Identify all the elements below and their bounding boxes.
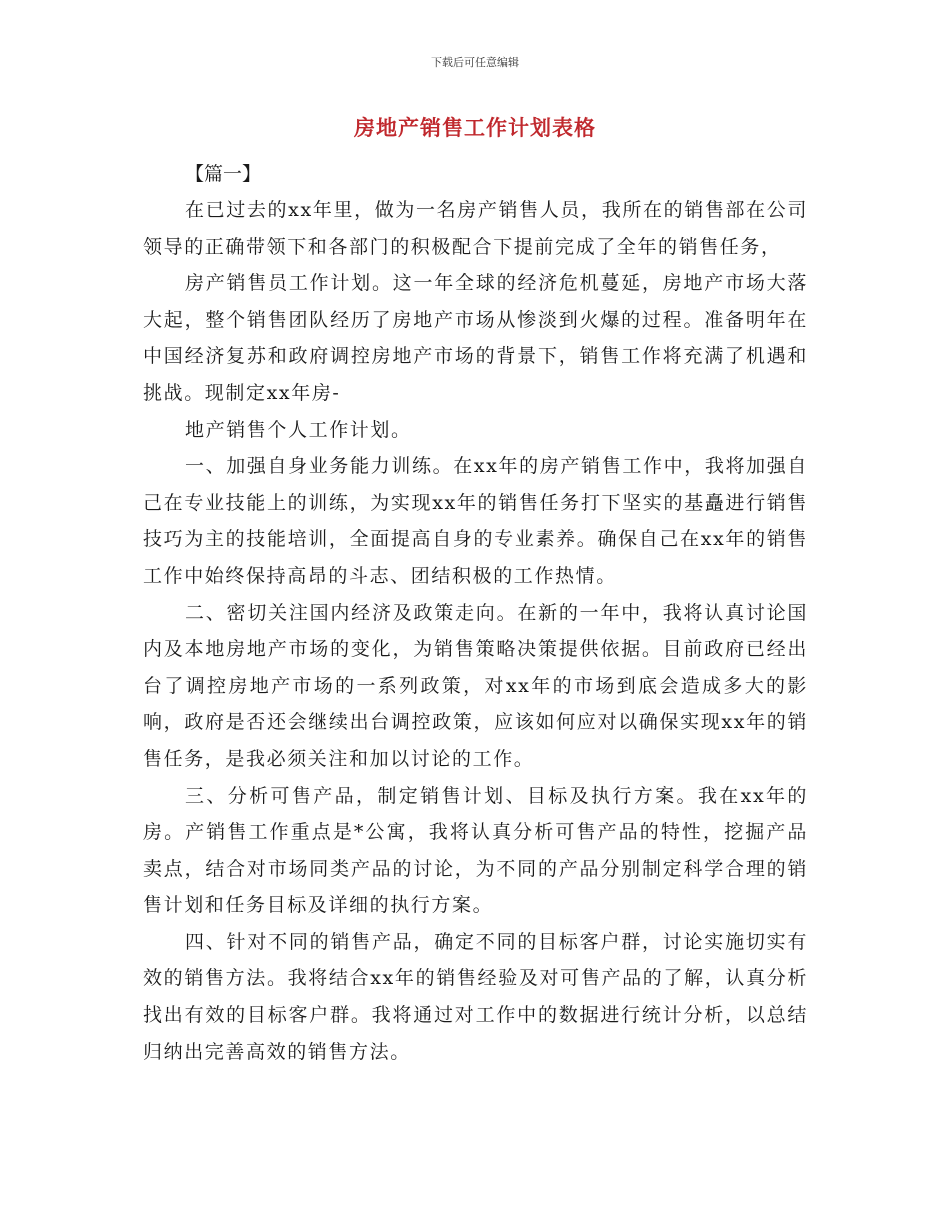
paragraph-plan-background: 房产销售员工作计划。这一年全球的经济危机蔓延，房地产市场大落大起，整个销售团队经历了房地产市场从惨淡到火爆的过程。准备明年在中国经济复苏和政府调控房地产市场的背景下，销售工作将充满了机遇和挑战。现制定xx年房-	[143, 272, 808, 404]
document-body	[143, 156, 808, 1070]
paragraph-plan-heading: 地产销售个人工作计划。	[185, 418, 412, 441]
header-note: 下载后可任意编辑	[431, 56, 519, 69]
document-title: 房地产销售工作计划表格	[354, 116, 596, 140]
paragraph-item-3: 三、分析可售产品，制定销售计划、目标及执行方案。我在xx年的房。产销售工作重点是*公寓，我将认真分析可售产品的特性，挖掘产品卖点，结合对市场同类产品的讨论，为不同的产品分别制定科学合理的销售计划和任务目标及详细的执行方案。	[143, 784, 808, 917]
paragraph-item-1: 一、加强自身业务能力训练。在xx年的房产销售工作中，我将加强自己在专业技能上的训练，为实现xx年的销售任务打下坚实的基矗进行销售技巧为主的技能培训，全面提高自身的专业素养。确保自己在xx年的销售工作中始终保持高昂的斗志、团结积极的工作热情。	[143, 455, 808, 587]
paragraph-intro: 在已过去的xx年里，做为一名房产销售人员，我所在的销售部在公司领导的正确带领下和各部门的积极配合下提前完成了全年的销售任务，	[143, 199, 808, 258]
section-label: 【篇一】	[185, 163, 262, 185]
paragraph-item-4: 四、针对不同的销售产品，确定不同的目标客户群，讨论实施切实有效的销售方法。我将结合xx年的销售经验及对可售产品的了解，认真分析找出有效的目标客户群。我将通过对工作中的数据进行统计分析，以总结归纳出完善高效的销售方法。	[143, 930, 808, 1063]
paragraph-item-2: 二、密切关注国内经济及政策走向。在新的一年中，我将认真讨论国内及本地房地产市场的变化，为销售策略决策提供依据。目前政府已经出台了调控房地产市场的一系列政策，对xx年的市场到底会造成多大的影响，政府是否还会继续出台调控政策，应该如何应对以确保实现xx年的销售任务，是我必须关注和加以讨论的工作。	[143, 601, 808, 770]
